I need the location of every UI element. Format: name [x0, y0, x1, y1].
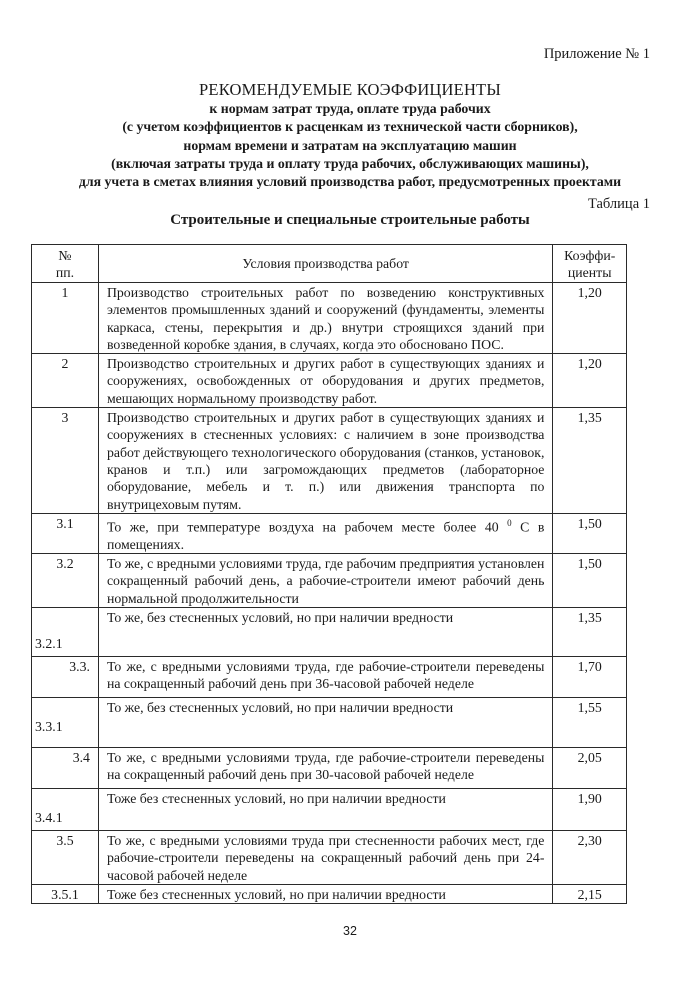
row-conditions: Производство строительных и других работ в существующих зданиях и сооружениях, освобожденных от оборудования и других предметов, мешающих нормальному производству работ.: [106, 356, 545, 406]
row-coefficient: 1,20: [577, 356, 602, 372]
row-coefficient: 1,70: [577, 658, 602, 674]
table-header-row: [32, 245, 627, 283]
row-num: 3.4.1: [35, 809, 63, 825]
row-coefficient: 1,35: [577, 410, 602, 426]
header-coefficient: Коэффи-циенты: [553, 245, 627, 283]
table-row: [32, 283, 627, 354]
row-num: 3.5: [56, 832, 74, 848]
row-conditions: То же, с вредными условиями труда, где рабочие-строители переведены на сокращенный рабочий день при 36-часовой рабочей неделе: [106, 658, 545, 692]
heading-title: РЕКОМЕНДУЕМЫЕ КОЭФФИЦИЕНТЫ: [199, 80, 501, 99]
row-num: 3: [61, 410, 69, 426]
heading-line-1: к нормам затрат труда, оплате труда рабочих: [209, 101, 491, 116]
row-conditions: То же, без стесненных условий, но при наличии вредности: [106, 609, 454, 625]
heading-line-2: (с учетом коэффициентов к расценкам из технической части сборников),: [122, 119, 578, 135]
row-coefficient: 2,30: [577, 832, 602, 848]
row-coefficient: 1,50: [577, 515, 602, 531]
table-row: [32, 830, 627, 884]
header-conditions: Условия производства работ: [98, 245, 552, 283]
table-row: [32, 408, 627, 514]
row-num: 1: [61, 285, 69, 300]
row-coefficient: 1,35: [577, 609, 602, 625]
table-row: [32, 354, 627, 408]
row-coefficient: 1,90: [577, 790, 602, 806]
row-num: 2: [61, 356, 69, 372]
table-row: [32, 513, 627, 553]
row-coefficient: 2,15: [577, 886, 602, 902]
row-conditions: То же, с вредными условиями труда при стесненности рабочих мест, где рабочие-строители переведены на сокращенный рабочий день при 24-часовой рабочей неделе: [106, 832, 545, 883]
row-conditions: Тоже без стесненных условий, но при наличии вредности: [106, 790, 446, 806]
document-heading: [0, 80, 700, 191]
row-num: 3.1: [56, 515, 74, 531]
row-conditions: То же, при температуре воздуха на рабочем месте более 40 $^0$ С в помещениях.: [106, 517, 545, 552]
appendix-label: Приложение № 1: [543, 46, 650, 62]
row-num: 3.2: [56, 556, 74, 572]
table-row: [32, 884, 627, 903]
row-conditions: То же, без стесненных условий, но при наличии вредности: [106, 699, 454, 715]
table-row: [32, 554, 627, 608]
row-num: 3.3.1: [35, 718, 63, 734]
row-num: 3.3.: [69, 658, 90, 674]
coefficients-table: [31, 244, 627, 904]
heading-line-5: для учета в сметах влияния условий производства работ, предусмотренных проектами: [78, 174, 622, 190]
row-conditions: То же, с вредными условиями труда, где рабочим предприятия установлен сокращенный рабочий день, а рабочие-строители имеют рабочий день нормальной продолжительности: [106, 556, 545, 606]
table-row: [32, 607, 627, 656]
page-number: 32: [343, 924, 357, 938]
table-row: [32, 747, 627, 788]
table-row: [32, 656, 627, 697]
row-coefficient: 2,05: [577, 749, 602, 765]
degree-superscript: 0: [507, 517, 512, 528]
row-num: 3.4: [72, 749, 90, 765]
row-conditions: Производство строительных работ по возведению конструктивных элементов промышленных зданий и сооружений (фундаменты, элементы каркаса, стены, перекрытия и др.) внутри строящихся зданий при возведенной коробке здания, в случаях, когда это обосновано ПОС.: [106, 285, 545, 352]
table-row: [32, 697, 627, 747]
row-conditions: Производство строительных и других работ в существующих зданиях и сооружениях в стесненных условиях: с наличием в зоне производства работ действующего технологического оборудования (станков, установок, кранов и т.п.) или загромождающих предметов (лабораторное оборудование, мебель и т. п.) или движения транспорта по внутрицеховым путям.: [106, 410, 545, 512]
row-coefficient: 1,20: [577, 285, 602, 300]
row-num: 3.2.1: [35, 635, 63, 651]
heading-line-4: (включая затраты труда и оплату труда рабочих, обслуживающих машины),: [111, 155, 589, 171]
row-num: 3.5.1: [51, 886, 79, 902]
row-conditions: То же, с вредными условиями труда, где рабочие-строители переведены на сокращенный рабочий день при 30-часовой рабочей неделе: [106, 749, 545, 783]
row-coefficient: 1,55: [577, 699, 602, 715]
table-row: [32, 788, 627, 830]
table-title: Строительные и специальные строительные работы: [170, 212, 530, 228]
table-label: Таблица 1: [587, 196, 650, 212]
heading-line-3: нормам времени и затратам на эксплуатацию машин: [183, 137, 517, 153]
row-coefficient: 1,50: [577, 556, 602, 572]
header-num: № пп.: [32, 245, 99, 283]
row-conditions: Тоже без стесненных условий, но при наличии вредности: [106, 886, 446, 902]
